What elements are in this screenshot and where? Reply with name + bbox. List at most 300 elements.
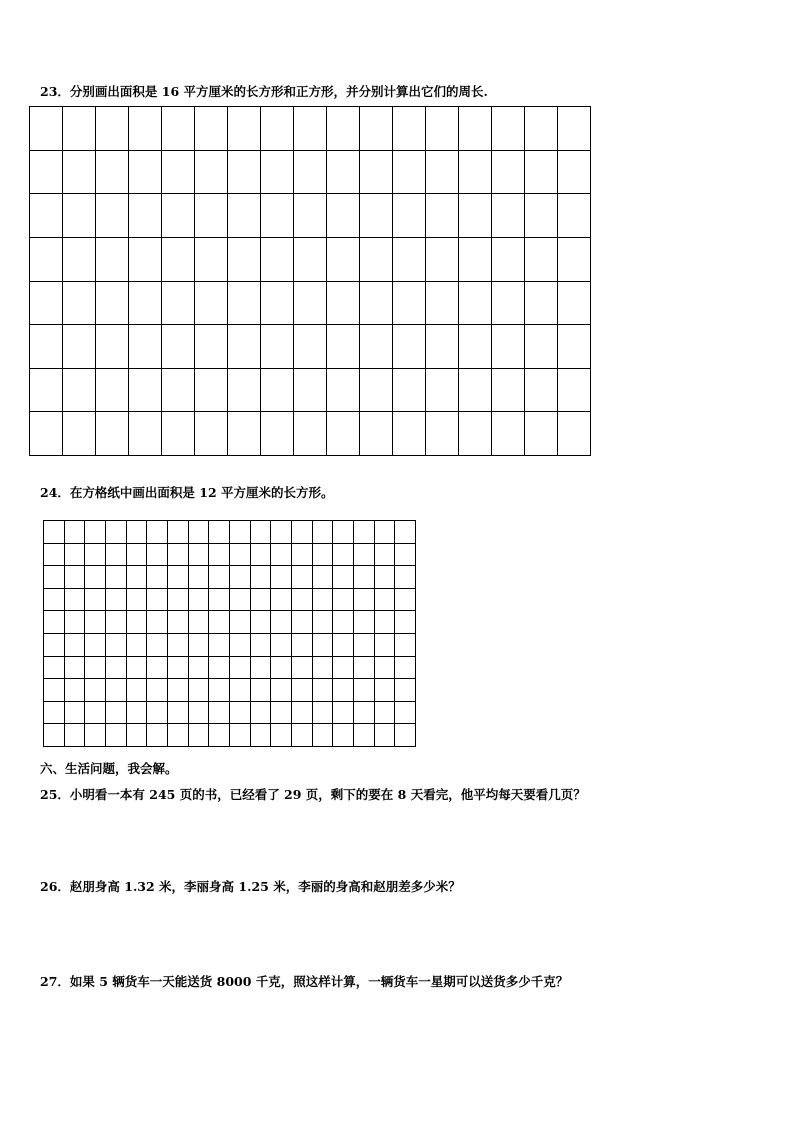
grid-cell[interactable] xyxy=(327,368,360,412)
grid-cell[interactable] xyxy=(459,412,492,456)
grid-cell[interactable] xyxy=(393,194,426,238)
grid-cell[interactable] xyxy=(558,194,591,238)
grid-cell[interactable] xyxy=(85,656,106,679)
grid-cell[interactable] xyxy=(30,325,63,369)
grid-cell[interactable] xyxy=(209,633,230,656)
grid-cell[interactable] xyxy=(85,701,106,724)
grid-cell[interactable] xyxy=(209,588,230,611)
grid-cell[interactable] xyxy=(228,325,261,369)
grid-cell[interactable] xyxy=(96,150,129,194)
grid-cell[interactable] xyxy=(261,237,294,281)
grid-cell[interactable] xyxy=(167,724,188,747)
grid-cell[interactable] xyxy=(426,368,459,412)
grid-cell[interactable] xyxy=(271,543,292,566)
grid-cell[interactable] xyxy=(64,543,85,566)
grid-cell[interactable] xyxy=(525,107,558,151)
grid-cell[interactable] xyxy=(195,194,228,238)
grid-cell[interactable] xyxy=(353,724,374,747)
grid-cell[interactable] xyxy=(312,543,333,566)
grid-cell[interactable] xyxy=(44,656,65,679)
grid-cell[interactable] xyxy=(44,611,65,634)
grid-cell[interactable] xyxy=(333,701,354,724)
grid-cell[interactable] xyxy=(271,656,292,679)
grid-cell[interactable] xyxy=(105,724,126,747)
grid-cell[interactable] xyxy=(294,325,327,369)
grid-cell[interactable] xyxy=(333,521,354,544)
grid-cell[interactable] xyxy=(64,633,85,656)
grid-cell[interactable] xyxy=(291,521,312,544)
grid-cell[interactable] xyxy=(250,588,271,611)
grid-cell[interactable] xyxy=(147,588,168,611)
grid-cell[interactable] xyxy=(44,701,65,724)
question-24-grid-paper[interactable] xyxy=(43,520,416,747)
grid-cell[interactable] xyxy=(261,412,294,456)
grid-cell[interactable] xyxy=(85,633,106,656)
grid-cell[interactable] xyxy=(360,281,393,325)
grid-cell[interactable] xyxy=(294,281,327,325)
grid-cell[interactable] xyxy=(209,701,230,724)
grid-cell[interactable] xyxy=(250,543,271,566)
grid-cell[interactable] xyxy=(147,724,168,747)
grid-cell[interactable] xyxy=(64,611,85,634)
grid-cell[interactable] xyxy=(105,679,126,702)
grid-cell[interactable] xyxy=(492,107,525,151)
grid-cell[interactable] xyxy=(558,368,591,412)
grid-cell[interactable] xyxy=(167,656,188,679)
grid-cell[interactable] xyxy=(333,611,354,634)
grid-cell[interactable] xyxy=(96,107,129,151)
grid-cell[interactable] xyxy=(271,701,292,724)
grid-cell[interactable] xyxy=(393,150,426,194)
grid-cell[interactable] xyxy=(360,325,393,369)
grid-cell[interactable] xyxy=(291,679,312,702)
grid-cell[interactable] xyxy=(327,237,360,281)
grid-cell[interactable] xyxy=(374,611,395,634)
grid-cell[interactable] xyxy=(44,724,65,747)
grid-cell[interactable] xyxy=(459,368,492,412)
grid-cell[interactable] xyxy=(30,107,63,151)
grid-cell[interactable] xyxy=(96,368,129,412)
grid-cell[interactable] xyxy=(209,543,230,566)
grid-cell[interactable] xyxy=(129,412,162,456)
grid-cell[interactable] xyxy=(96,412,129,456)
grid-cell[interactable] xyxy=(126,521,147,544)
grid-cell[interactable] xyxy=(312,521,333,544)
grid-cell[interactable] xyxy=(374,679,395,702)
grid-cell[interactable] xyxy=(126,543,147,566)
grid-cell[interactable] xyxy=(85,543,106,566)
grid-cell[interactable] xyxy=(492,150,525,194)
grid-cell[interactable] xyxy=(209,724,230,747)
grid-cell[interactable] xyxy=(250,566,271,589)
grid-cell[interactable] xyxy=(129,107,162,151)
grid-cell[interactable] xyxy=(162,412,195,456)
grid-cell[interactable] xyxy=(353,633,374,656)
grid-cell[interactable] xyxy=(96,281,129,325)
grid-cell[interactable] xyxy=(229,679,250,702)
grid-cell[interactable] xyxy=(395,633,416,656)
grid-cell[interactable] xyxy=(85,679,106,702)
grid-cell[interactable] xyxy=(312,701,333,724)
grid-cell[interactable] xyxy=(395,611,416,634)
grid-cell[interactable] xyxy=(333,656,354,679)
grid-cell[interactable] xyxy=(395,543,416,566)
grid-cell[interactable] xyxy=(525,412,558,456)
grid-cell[interactable] xyxy=(333,566,354,589)
grid-cell[interactable] xyxy=(374,633,395,656)
grid-cell[interactable] xyxy=(327,412,360,456)
grid-cell[interactable] xyxy=(395,701,416,724)
grid-cell[interactable] xyxy=(63,412,96,456)
grid-cell[interactable] xyxy=(426,325,459,369)
grid-cell[interactable] xyxy=(393,325,426,369)
grid-cell[interactable] xyxy=(426,281,459,325)
grid-cell[interactable] xyxy=(333,679,354,702)
grid-cell[interactable] xyxy=(44,588,65,611)
grid-cell[interactable] xyxy=(147,633,168,656)
grid-cell[interactable] xyxy=(167,633,188,656)
grid-cell[interactable] xyxy=(250,633,271,656)
grid-cell[interactable] xyxy=(228,412,261,456)
grid-cell[interactable] xyxy=(492,281,525,325)
grid-cell[interactable] xyxy=(64,679,85,702)
grid-cell[interactable] xyxy=(188,521,209,544)
grid-cell[interactable] xyxy=(105,611,126,634)
grid-cell[interactable] xyxy=(525,281,558,325)
grid-cell[interactable] xyxy=(492,194,525,238)
grid-cell[interactable] xyxy=(492,412,525,456)
grid-cell[interactable] xyxy=(353,521,374,544)
grid-cell[interactable] xyxy=(126,633,147,656)
grid-cell[interactable] xyxy=(229,724,250,747)
grid-cell[interactable] xyxy=(30,281,63,325)
grid-cell[interactable] xyxy=(525,368,558,412)
grid-cell[interactable] xyxy=(162,281,195,325)
grid-cell[interactable] xyxy=(327,194,360,238)
grid-cell[interactable] xyxy=(395,521,416,544)
grid-cell[interactable] xyxy=(188,679,209,702)
grid-cell[interactable] xyxy=(374,588,395,611)
grid-cell[interactable] xyxy=(250,656,271,679)
grid-cell[interactable] xyxy=(167,679,188,702)
grid-cell[interactable] xyxy=(167,611,188,634)
grid-cell[interactable] xyxy=(195,107,228,151)
grid-cell[interactable] xyxy=(63,194,96,238)
grid-cell[interactable] xyxy=(312,588,333,611)
grid-cell[interactable] xyxy=(162,194,195,238)
grid-cell[interactable] xyxy=(129,150,162,194)
grid-cell[interactable] xyxy=(85,521,106,544)
grid-cell[interactable] xyxy=(525,237,558,281)
grid-cell[interactable] xyxy=(209,521,230,544)
grid-cell[interactable] xyxy=(271,566,292,589)
grid-cell[interactable] xyxy=(188,633,209,656)
grid-cell[interactable] xyxy=(126,701,147,724)
grid-cell[interactable] xyxy=(393,368,426,412)
grid-cell[interactable] xyxy=(312,566,333,589)
grid-cell[interactable] xyxy=(195,237,228,281)
question-23-grid-paper[interactable] xyxy=(29,106,591,456)
grid-cell[interactable] xyxy=(360,194,393,238)
grid-cell[interactable] xyxy=(209,611,230,634)
grid-cell[interactable] xyxy=(147,656,168,679)
grid-cell[interactable] xyxy=(312,611,333,634)
grid-cell[interactable] xyxy=(44,521,65,544)
grid-cell[interactable] xyxy=(395,588,416,611)
grid-cell[interactable] xyxy=(229,656,250,679)
grid-cell[interactable] xyxy=(147,521,168,544)
grid-cell[interactable] xyxy=(291,724,312,747)
grid-cell[interactable] xyxy=(229,633,250,656)
grid-cell[interactable] xyxy=(63,368,96,412)
grid-cell[interactable] xyxy=(271,611,292,634)
grid-cell[interactable] xyxy=(426,237,459,281)
grid-cell[interactable] xyxy=(209,656,230,679)
grid-cell[interactable] xyxy=(188,588,209,611)
grid-cell[interactable] xyxy=(147,611,168,634)
grid-cell[interactable] xyxy=(393,107,426,151)
grid-cell[interactable] xyxy=(63,237,96,281)
grid-cell[interactable] xyxy=(229,521,250,544)
grid-cell[interactable] xyxy=(360,237,393,281)
grid-cell[interactable] xyxy=(360,412,393,456)
grid-cell[interactable] xyxy=(459,150,492,194)
grid-cell[interactable] xyxy=(30,368,63,412)
grid-cell[interactable] xyxy=(271,679,292,702)
grid-cell[interactable] xyxy=(126,566,147,589)
grid-cell[interactable] xyxy=(129,368,162,412)
grid-cell[interactable] xyxy=(333,543,354,566)
grid-cell[interactable] xyxy=(167,588,188,611)
grid-cell[interactable] xyxy=(188,701,209,724)
grid-cell[interactable] xyxy=(229,566,250,589)
grid-cell[interactable] xyxy=(291,588,312,611)
grid-cell[interactable] xyxy=(360,107,393,151)
grid-cell[interactable] xyxy=(492,237,525,281)
grid-cell[interactable] xyxy=(353,611,374,634)
grid-cell[interactable] xyxy=(558,325,591,369)
grid-cell[interactable] xyxy=(126,588,147,611)
grid-cell[interactable] xyxy=(393,281,426,325)
grid-cell[interactable] xyxy=(63,325,96,369)
grid-cell[interactable] xyxy=(129,325,162,369)
grid-cell[interactable] xyxy=(395,566,416,589)
grid-cell[interactable] xyxy=(209,679,230,702)
grid-cell[interactable] xyxy=(353,701,374,724)
grid-cell[interactable] xyxy=(64,588,85,611)
grid-cell[interactable] xyxy=(96,325,129,369)
grid-cell[interactable] xyxy=(291,656,312,679)
grid-cell[interactable] xyxy=(162,107,195,151)
grid-cell[interactable] xyxy=(63,281,96,325)
grid-cell[interactable] xyxy=(229,588,250,611)
grid-cell[interactable] xyxy=(195,368,228,412)
grid-cell[interactable] xyxy=(353,566,374,589)
grid-cell[interactable] xyxy=(30,237,63,281)
grid-cell[interactable] xyxy=(250,611,271,634)
grid-cell[interactable] xyxy=(327,107,360,151)
grid-cell[interactable] xyxy=(188,543,209,566)
grid-cell[interactable] xyxy=(167,701,188,724)
grid-cell[interactable] xyxy=(64,656,85,679)
grid-cell[interactable] xyxy=(459,194,492,238)
grid-cell[interactable] xyxy=(327,150,360,194)
grid-cell[interactable] xyxy=(147,701,168,724)
grid-cell[interactable] xyxy=(261,368,294,412)
grid-cell[interactable] xyxy=(426,412,459,456)
grid-cell[interactable] xyxy=(167,566,188,589)
grid-cell[interactable] xyxy=(188,566,209,589)
grid-cell[interactable] xyxy=(250,724,271,747)
grid-cell[interactable] xyxy=(459,107,492,151)
grid-cell[interactable] xyxy=(229,611,250,634)
grid-cell[interactable] xyxy=(353,588,374,611)
grid-cell[interactable] xyxy=(374,701,395,724)
grid-cell[interactable] xyxy=(228,368,261,412)
grid-cell[interactable] xyxy=(64,724,85,747)
grid-cell[interactable] xyxy=(105,588,126,611)
grid-cell[interactable] xyxy=(261,107,294,151)
grid-cell[interactable] xyxy=(261,150,294,194)
grid-cell[interactable] xyxy=(195,412,228,456)
grid-cell[interactable] xyxy=(105,701,126,724)
grid-cell[interactable] xyxy=(294,237,327,281)
grid-cell[interactable] xyxy=(558,412,591,456)
grid-cell[interactable] xyxy=(228,150,261,194)
grid-cell[interactable] xyxy=(333,588,354,611)
grid-cell[interactable] xyxy=(374,521,395,544)
grid-cell[interactable] xyxy=(271,521,292,544)
grid-cell[interactable] xyxy=(64,701,85,724)
grid-cell[interactable] xyxy=(162,325,195,369)
grid-cell[interactable] xyxy=(126,679,147,702)
grid-cell[interactable] xyxy=(291,633,312,656)
grid-cell[interactable] xyxy=(360,368,393,412)
grid-cell[interactable] xyxy=(105,543,126,566)
grid-cell[interactable] xyxy=(558,237,591,281)
grid-cell[interactable] xyxy=(291,701,312,724)
grid-cell[interactable] xyxy=(426,194,459,238)
grid-cell[interactable] xyxy=(105,566,126,589)
grid-cell[interactable] xyxy=(312,633,333,656)
grid-cell[interactable] xyxy=(294,107,327,151)
grid-cell[interactable] xyxy=(228,107,261,151)
grid-cell[interactable] xyxy=(44,566,65,589)
grid-cell[interactable] xyxy=(195,150,228,194)
grid-cell[interactable] xyxy=(85,566,106,589)
grid-cell[interactable] xyxy=(129,281,162,325)
grid-cell[interactable] xyxy=(393,237,426,281)
grid-cell[interactable] xyxy=(492,368,525,412)
grid-cell[interactable] xyxy=(188,724,209,747)
grid-cell[interactable] xyxy=(64,566,85,589)
grid-cell[interactable] xyxy=(393,412,426,456)
grid-cell[interactable] xyxy=(147,679,168,702)
grid-cell[interactable] xyxy=(261,194,294,238)
grid-cell[interactable] xyxy=(126,724,147,747)
grid-cell[interactable] xyxy=(294,412,327,456)
grid-cell[interactable] xyxy=(261,281,294,325)
grid-cell[interactable] xyxy=(374,543,395,566)
grid-cell[interactable] xyxy=(261,325,294,369)
grid-cell[interactable] xyxy=(167,521,188,544)
grid-cell[interactable] xyxy=(353,543,374,566)
grid-cell[interactable] xyxy=(459,281,492,325)
grid-cell[interactable] xyxy=(374,656,395,679)
grid-cell[interactable] xyxy=(353,679,374,702)
grid-cell[interactable] xyxy=(250,701,271,724)
grid-cell[interactable] xyxy=(333,633,354,656)
grid-cell[interactable] xyxy=(228,237,261,281)
grid-cell[interactable] xyxy=(162,150,195,194)
grid-cell[interactable] xyxy=(105,633,126,656)
grid-cell[interactable] xyxy=(105,521,126,544)
grid-cell[interactable] xyxy=(492,325,525,369)
grid-cell[interactable] xyxy=(312,679,333,702)
grid-cell[interactable] xyxy=(294,368,327,412)
grid-cell[interactable] xyxy=(271,588,292,611)
grid-cell[interactable] xyxy=(291,566,312,589)
grid-cell[interactable] xyxy=(44,633,65,656)
grid-cell[interactable] xyxy=(228,194,261,238)
grid-cell[interactable] xyxy=(229,701,250,724)
grid-cell[interactable] xyxy=(147,543,168,566)
grid-cell[interactable] xyxy=(525,150,558,194)
grid-cell[interactable] xyxy=(129,194,162,238)
grid-cell[interactable] xyxy=(558,107,591,151)
grid-cell[interactable] xyxy=(63,150,96,194)
grid-cell[interactable] xyxy=(353,656,374,679)
grid-cell[interactable] xyxy=(459,325,492,369)
grid-cell[interactable] xyxy=(271,724,292,747)
grid-cell[interactable] xyxy=(44,543,65,566)
grid-cell[interactable] xyxy=(229,543,250,566)
grid-cell[interactable] xyxy=(459,237,492,281)
grid-cell[interactable] xyxy=(162,237,195,281)
grid-cell[interactable] xyxy=(129,237,162,281)
grid-cell[interactable] xyxy=(63,107,96,151)
grid-cell[interactable] xyxy=(374,724,395,747)
grid-cell[interactable] xyxy=(30,150,63,194)
grid-cell[interactable] xyxy=(291,543,312,566)
grid-cell[interactable] xyxy=(250,679,271,702)
grid-cell[interactable] xyxy=(85,588,106,611)
grid-cell[interactable] xyxy=(312,656,333,679)
grid-cell[interactable] xyxy=(374,566,395,589)
grid-cell[interactable] xyxy=(395,724,416,747)
grid-cell[interactable] xyxy=(195,281,228,325)
grid-cell[interactable] xyxy=(294,194,327,238)
grid-cell[interactable] xyxy=(327,281,360,325)
grid-cell[interactable] xyxy=(44,679,65,702)
grid-cell[interactable] xyxy=(333,724,354,747)
grid-cell[interactable] xyxy=(250,521,271,544)
grid-cell[interactable] xyxy=(167,543,188,566)
grid-cell[interactable] xyxy=(96,194,129,238)
grid-cell[interactable] xyxy=(228,281,261,325)
grid-cell[interactable] xyxy=(188,611,209,634)
grid-cell[interactable] xyxy=(195,325,228,369)
grid-cell[interactable] xyxy=(147,566,168,589)
grid-cell[interactable] xyxy=(105,656,126,679)
grid-cell[interactable] xyxy=(85,724,106,747)
grid-cell[interactable] xyxy=(96,237,129,281)
grid-cell[interactable] xyxy=(312,724,333,747)
grid-cell[interactable] xyxy=(188,656,209,679)
grid-cell[interactable] xyxy=(525,194,558,238)
grid-cell[interactable] xyxy=(525,325,558,369)
grid-cell[interactable] xyxy=(85,611,106,634)
